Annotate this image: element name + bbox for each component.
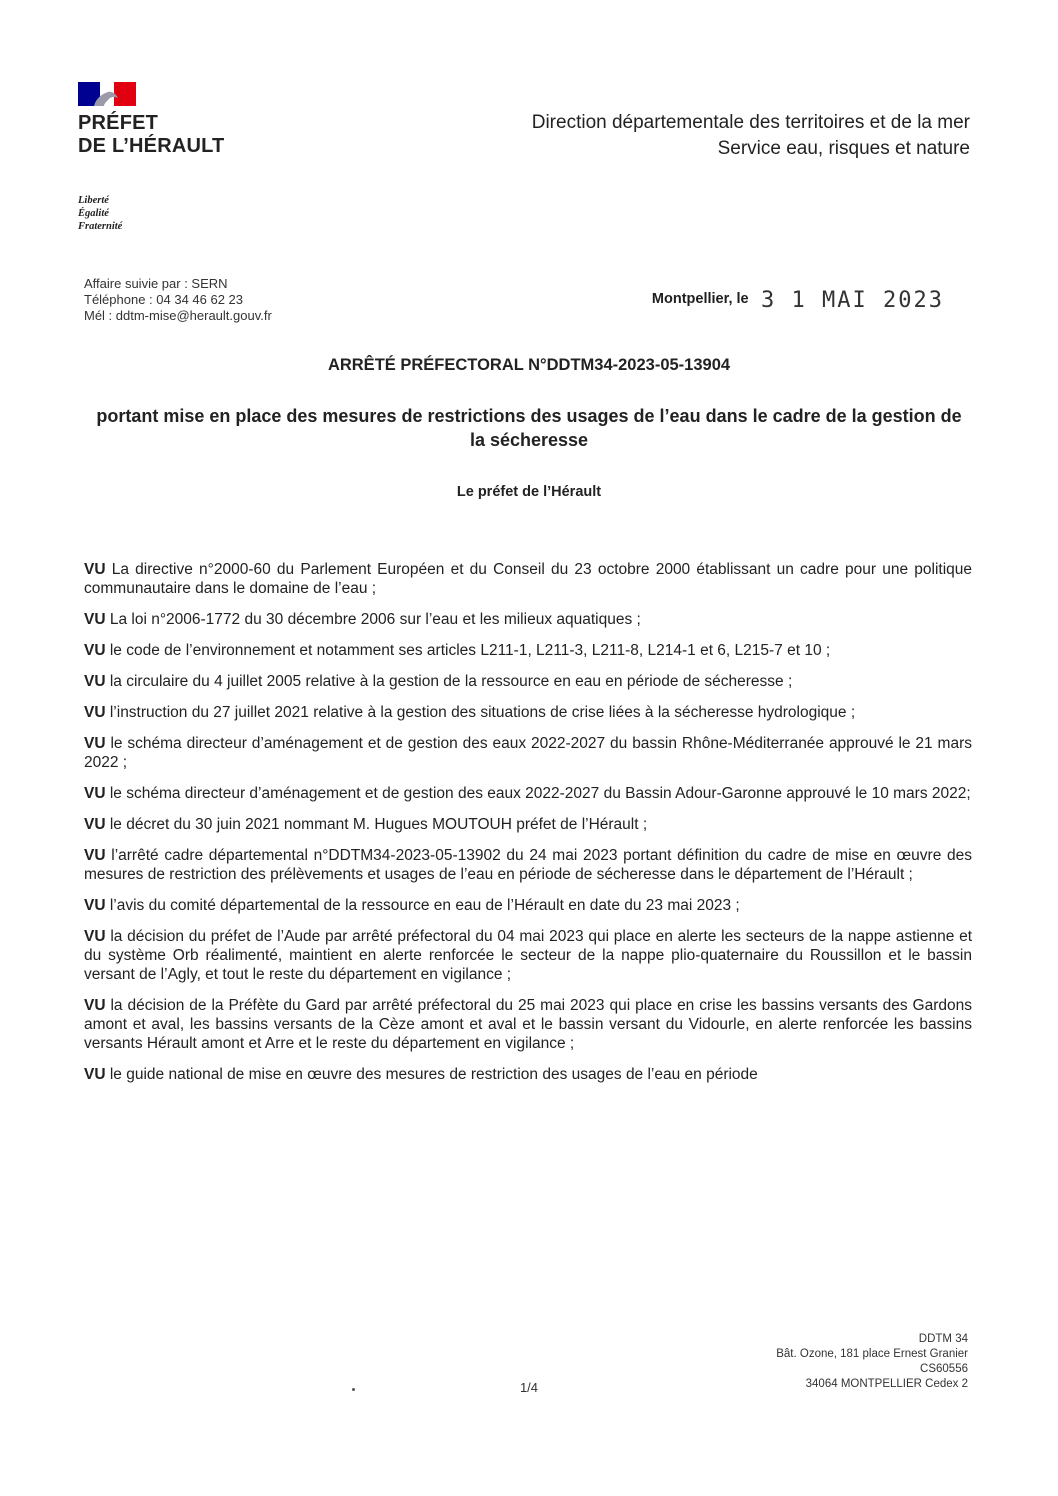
page-number: 1/4 (519, 1380, 539, 1395)
place-label: Montpellier, le (651, 291, 749, 307)
considerations-list (84, 560, 972, 1096)
consideration-text: la décision de la Préfète du Gard par arrêté préfectoral du 25 mai 2023 qui place en crise les bassins versants des Gardons amont et aval, les bassins versants de la Cèze amont et aval et le bassin versant du Vidourle, en alerte renforcée les bassins versants Hérault amont et Arre et le reste du département en vigilance ; (84, 997, 972, 1052)
prefecture-line-1: PRÉFET (78, 112, 159, 134)
decree-title: ARRÊTÉ PRÉFECTORAL N°DDTM34-2023-05-13904 (327, 356, 731, 374)
consideration-keyword: VU (84, 642, 106, 659)
consideration-keyword: VU (84, 1066, 106, 1083)
consideration-keyword: VU (84, 673, 106, 690)
republic-motto (78, 194, 122, 233)
consideration-keyword: VU (84, 735, 106, 752)
motto-egalite: Égalité (78, 208, 109, 219)
prefecture-line-2: DE L’HÉRAULT (78, 135, 225, 157)
consideration-text: l’avis du comité départemental de la ressource en eau de l’Hérault en date du 23 mai 2023 ; (109, 897, 740, 914)
decree-subtitle: portant mise en place des mesures de restrictions des usages de l’eau dans le cadre de la gestion de la sécheresse (96, 406, 962, 450)
contact-phone: Téléphone : 04 34 46 62 23 (84, 292, 244, 307)
consideration-keyword: VU (84, 704, 106, 721)
marianne-flag-icon (78, 82, 136, 106)
contact-block (84, 276, 272, 324)
prefecture-name (78, 112, 224, 158)
consideration-item (84, 927, 972, 984)
address-line-2: Bât. Ozone, 181 place Ernest Granier (776, 1348, 968, 1360)
consideration-text: La directive n°2000-60 du Parlement Européen et du Conseil du 23 octobre 2000 établissant un cadre pour une politique communautaire dans le domaine de l’eau ; (84, 561, 972, 597)
consideration-item (84, 996, 972, 1053)
consideration-item (84, 703, 972, 722)
consideration-item (84, 1065, 972, 1084)
service-name: Service eau, risques et nature (717, 138, 970, 159)
consideration-keyword: VU (84, 897, 106, 914)
consideration-text: le schéma directeur d’aménagement et de gestion des eaux 2022-2027 du Bassin Adour-Garonne approuvé le 10 mars 2022; (109, 785, 971, 802)
consideration-keyword: VU (84, 847, 106, 864)
contact-email: Mél : ddtm-mise@herault.gouv.fr (84, 308, 272, 323)
consideration-item (84, 672, 972, 691)
consideration-item (84, 896, 972, 915)
consideration-keyword: VU (84, 928, 106, 945)
consideration-item (84, 815, 972, 834)
consideration-keyword: VU (84, 997, 106, 1014)
address-line-3: CS60556 (920, 1363, 968, 1375)
consideration-keyword: VU (84, 611, 106, 628)
motto-fraternite: Fraternité (78, 221, 123, 232)
issuing-direction (532, 110, 970, 162)
consideration-item (84, 784, 972, 803)
direction-name: Direction départementale des territoires et de la mer (531, 112, 970, 133)
consideration-text: le code de l’environnement et notamment ses articles L211-1, L211-3, L211-8, L214-1 et 6, L215-7 et 10 ; (109, 642, 831, 659)
consideration-keyword: VU (84, 785, 106, 802)
consideration-text: la circulaire du 4 juillet 2005 relative à la gestion de la ressource en eau en période de sécheresse ; (109, 673, 793, 690)
consideration-text: le décret du 30 juin 2021 nommant M. Hugues MOUTOUH préfet de l’Hérault ; (109, 816, 648, 833)
consideration-item (84, 560, 972, 598)
consideration-item (84, 734, 972, 772)
scan-speck (352, 1388, 355, 1391)
prefect-line: Le préfet de l’Hérault (456, 484, 602, 500)
consideration-text: le guide national de mise en œuvre des mesures de restriction des usages de l’eau en période (109, 1066, 758, 1083)
consideration-keyword: VU (84, 816, 106, 833)
address-line-4: 34064 MONTPELLIER Cedex 2 (805, 1378, 968, 1390)
consideration-item (84, 641, 972, 660)
motto-liberte: Liberté (78, 195, 109, 206)
consideration-item (84, 610, 972, 629)
place-date (652, 288, 944, 313)
consideration-keyword: VU (84, 561, 106, 578)
address-line-1: DDTM 34 (918, 1333, 968, 1345)
consideration-text: l’instruction du 27 juillet 2021 relative à la gestion des situations de crise liées à la sécheresse hydrologique ; (109, 704, 856, 721)
consideration-text: la décision du préfet de l’Aude par arrêté préfectoral du 04 mai 2023 qui place en alerte les secteurs de la nappe astienne et du système Orb réalimenté, maintient en alerte renforcée le secteur de la nappe plio-quaternaire du Roussillon et le bassin versant de l’Agly, et tout le reste du département en vigilance ; (84, 928, 973, 983)
consideration-text: le schéma directeur d’aménagement et de gestion des eaux 2022-2027 du bassin Rhône-Méditerranée approuvé le 21 mars 2022 ; (84, 735, 973, 771)
consideration-text: La loi n°2006-1772 du 30 décembre 2006 sur l’eau et les milieux aquatiques ; (109, 611, 641, 628)
followed-by: Affaire suivie par : SERN (84, 276, 228, 291)
consideration-text: l’arrêté cadre départemental n°DDTM34-2023-05-13902 du 24 mai 2023 portant définition du cadre de mise en œuvre des mesures de restriction des prélèvements et usages de l’eau en période de sécheresse dans le département de l’Hérault ; (84, 847, 972, 883)
date-stamp: 3 1 MAI 2023 (761, 288, 944, 313)
consideration-item (84, 846, 972, 884)
